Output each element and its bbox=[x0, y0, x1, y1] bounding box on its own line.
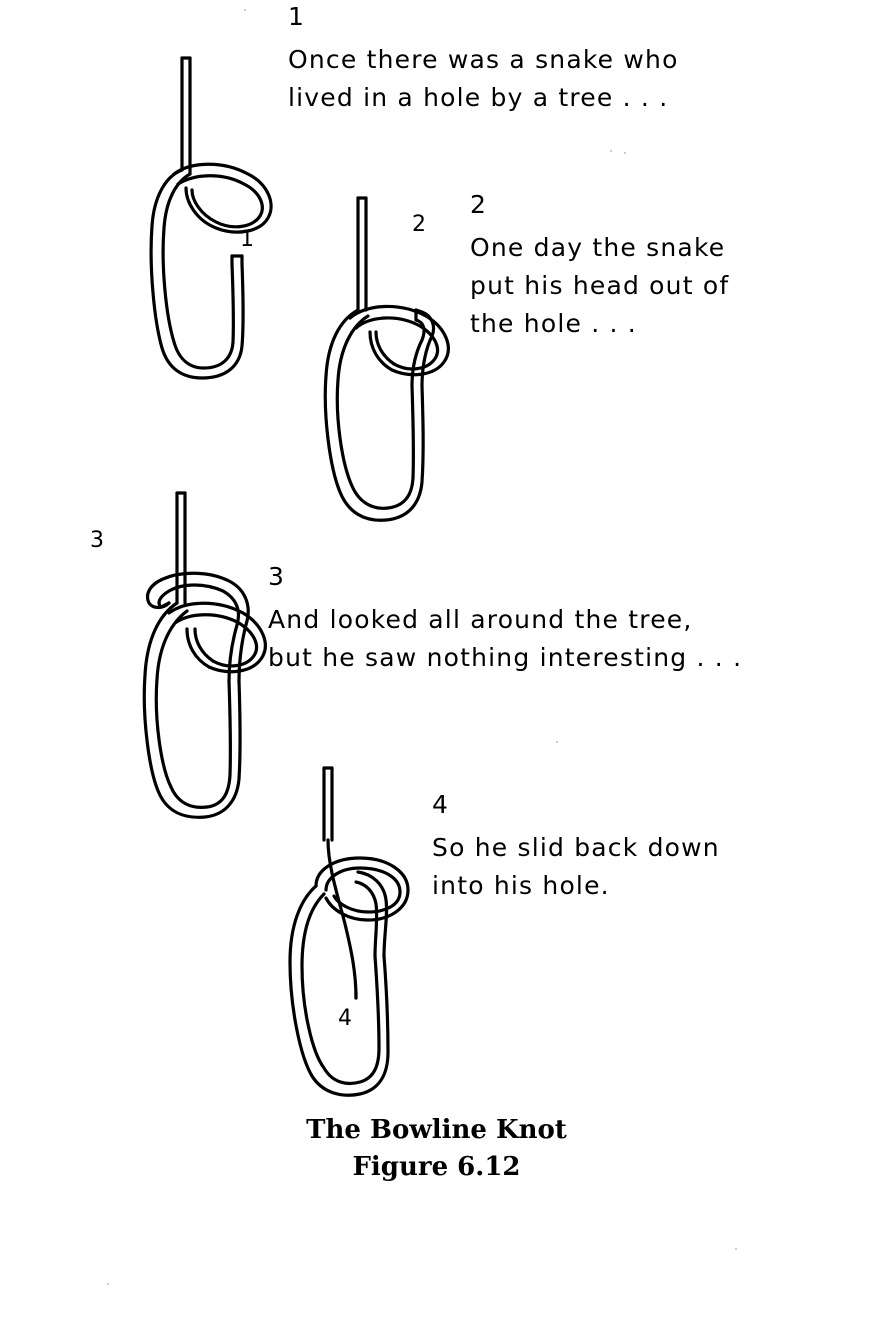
step-caption-3-line-1: And looked all around the tree, bbox=[268, 605, 693, 634]
knot-label-step-1: 1 bbox=[240, 227, 254, 252]
step-number-2: 2 bbox=[470, 190, 486, 219]
step-caption-2-line-1: One day the snake bbox=[470, 233, 726, 262]
step-caption-2-line-2: put his head out of bbox=[470, 271, 730, 300]
figure-number: Figure 6.12 bbox=[352, 1152, 521, 1182]
step-number-1: 1 bbox=[288, 2, 304, 31]
scan-speck bbox=[735, 1248, 737, 1250]
knot-label-step-2: 2 bbox=[412, 212, 426, 237]
knot-diagram-step-4 bbox=[268, 760, 458, 1100]
step-caption-4-line-1: So he slid back down bbox=[432, 833, 720, 862]
knot-label-step-4: 4 bbox=[338, 1006, 352, 1031]
step-caption-1-line-2: lived in a hole by a tree . . . bbox=[288, 83, 669, 112]
step-caption-3-line-2: but he saw nothing interesting . . . bbox=[268, 643, 743, 672]
knot-diagram-step-1 bbox=[130, 50, 300, 390]
step-caption-1-line-1: Once there was a snake who bbox=[288, 45, 679, 74]
scan-speck bbox=[624, 152, 626, 154]
scan-speck bbox=[107, 1283, 109, 1285]
step-number-4: 4 bbox=[432, 790, 448, 819]
knot-diagram-step-2 bbox=[310, 190, 490, 530]
scan-speck bbox=[610, 150, 612, 152]
knot-label-step-3: 3 bbox=[90, 528, 104, 553]
scan-speck bbox=[244, 9, 246, 11]
figure-title: The Bowline Knot bbox=[306, 1115, 567, 1145]
step-number-3: 3 bbox=[268, 562, 284, 591]
step-caption-2-line-3: the hole . . . bbox=[470, 309, 637, 338]
step-caption-4-line-2: into his hole. bbox=[432, 871, 610, 900]
scan-speck bbox=[556, 741, 558, 743]
